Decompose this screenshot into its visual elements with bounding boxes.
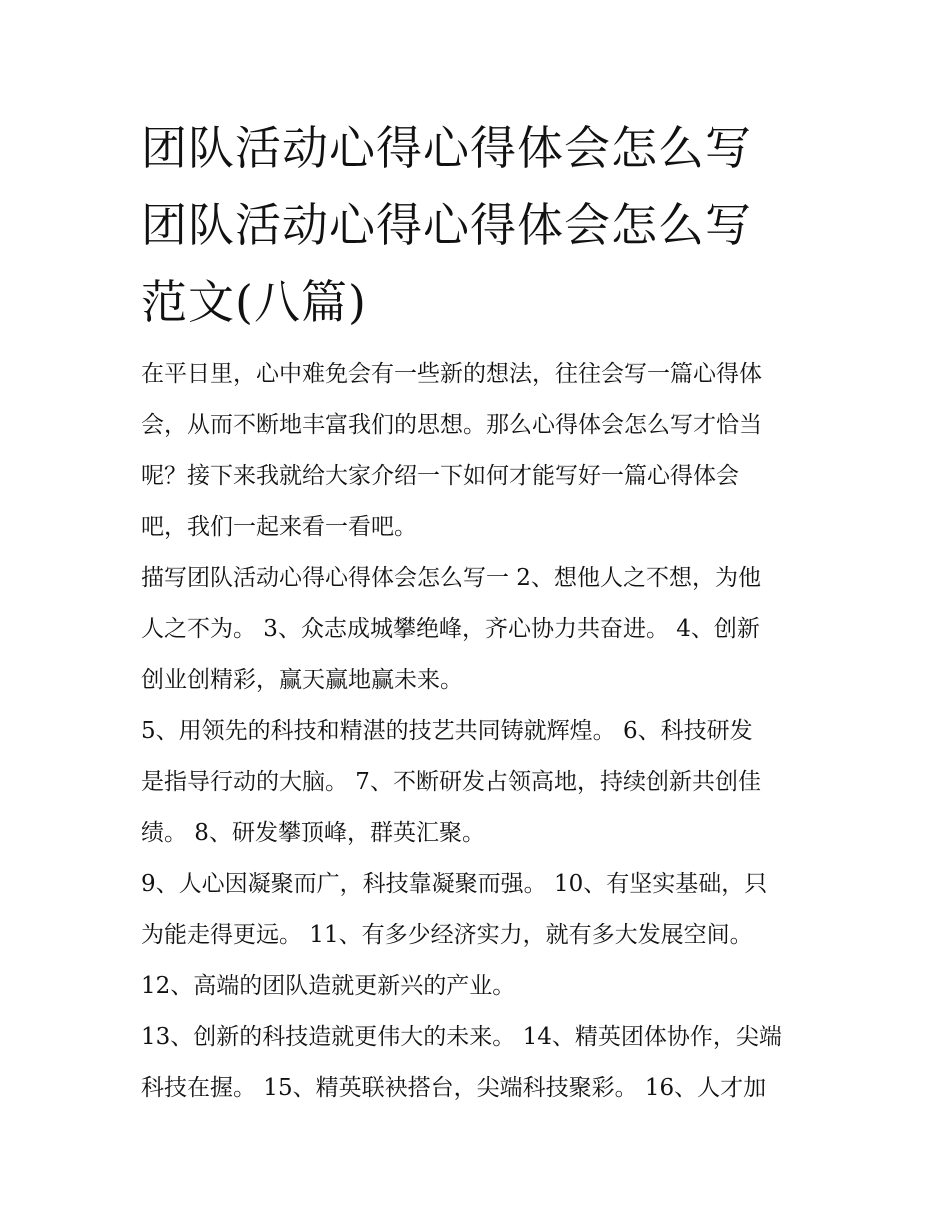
document-title [141,110,821,341]
text-line: 会，从而不断地丰富我们的思想。那么心得体会怎么写才恰当 [141,412,762,438]
text-line: 12、高端的团队造就更新兴的产业。 [141,973,516,999]
document-content [141,110,821,1114]
text-line: 吧，我们一起来看一看吧。 [141,514,417,540]
text-line: 在平日里，心中难免会有一些新的想法，往往会写一篇心得体 [141,361,762,387]
text-line: 人之不为。 3、众志成城攀绝峰，齐心协力共奋进。 4、创新 [141,616,760,642]
paragraph [141,1012,821,1114]
title-line: 范文(八篇) [141,275,367,329]
paragraph [141,706,821,859]
text-line: 创业创精彩，赢天赢地赢未来。 [141,667,463,693]
paragraph [141,859,821,961]
title-line: 团队活动心得心得体会怎么写 [141,121,752,175]
text-line: 是指导行动的大脑。 7、不断研发占领高地，持续创新共创佳 [141,769,761,795]
text-line: 呢？接下来我就给大家介绍一下如何才能写好一篇心得体会 [141,463,739,489]
text-line: 绩。 8、研发攀顶峰，群英汇聚。 [141,820,485,846]
text-line: 5、用领先的科技和精湛的技艺共同铸就辉煌。 6、科技研发 [141,718,753,744]
title-line: 团队活动心得心得体会怎么写 [141,198,752,252]
text-line: 描写团队活动心得心得体会怎么写一 2、想他人之不想，为他 [141,565,761,591]
paragraph [141,961,821,1012]
text-line: 科技在握。 15、精英联袂搭台，尖端科技聚彩。 16、人才加 [141,1075,767,1101]
paragraph-intro [141,349,821,553]
text-line: 9、人心因凝聚而广，科技靠凝聚而强。 10、有坚实基础，只 [141,871,768,897]
text-line: 13、创新的科技造就更伟大的未来。 14、精英团体协作，尖端 [141,1024,782,1050]
paragraph [141,553,821,706]
text-line: 为能走得更远。 11、有多少经济实力，就有多大发展空间。 [141,922,753,948]
